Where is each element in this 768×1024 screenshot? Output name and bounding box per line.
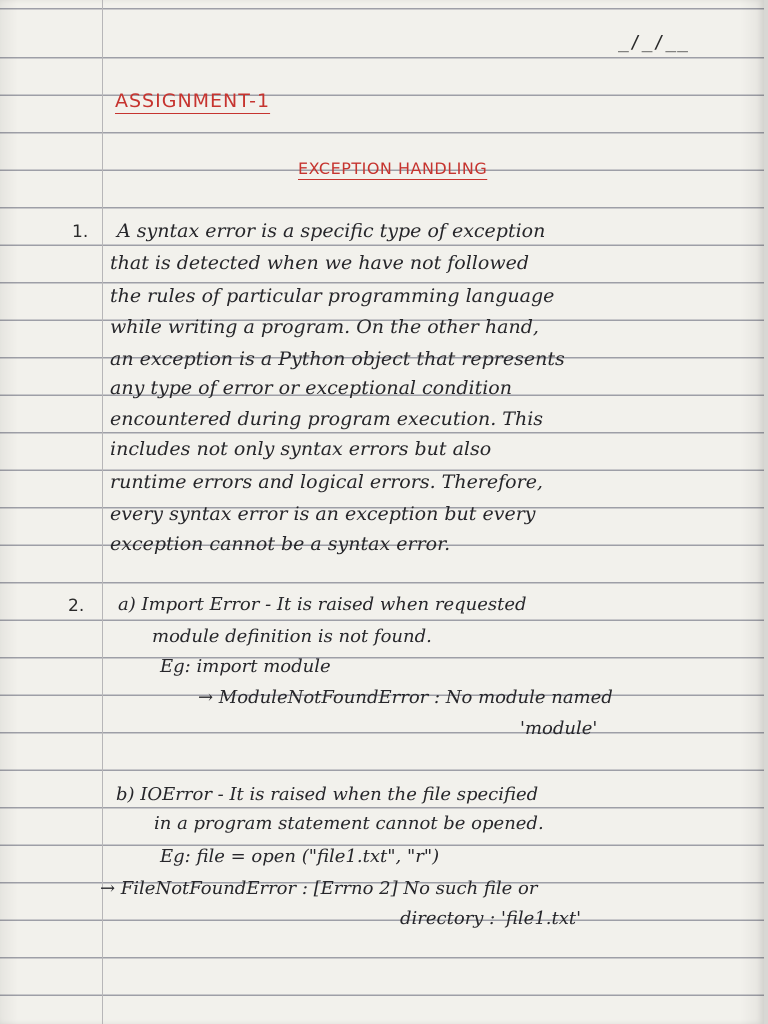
answer-1-number: 1. bbox=[72, 222, 89, 242]
answer-2a-line: a) Import Error - It is raised when requested bbox=[118, 594, 527, 615]
answer-1-line: exception cannot be a syntax error. bbox=[110, 533, 451, 555]
answer-2a-line: module definition is not found. bbox=[152, 626, 432, 647]
answer-2a-line: 'module' bbox=[520, 718, 598, 739]
answer-1-line: any type of error or exceptional condition bbox=[110, 377, 512, 399]
assignment-title: ASSIGNMENT-1 bbox=[115, 90, 271, 112]
answer-2b-line: Eg: file = open ("file1.txt", "r") bbox=[160, 846, 440, 867]
answer-1-line: every syntax error is an exception but every bbox=[110, 503, 536, 525]
answer-2b-line: b) IOError - It is raised when the file specified bbox=[116, 784, 539, 805]
margin-line bbox=[102, 0, 103, 1024]
answer-1-line: A syntax error is a specific type of exception bbox=[117, 220, 546, 242]
answer-1-line: encountered during program execution. This bbox=[110, 408, 544, 430]
answer-2b-line: in a program statement cannot be opened. bbox=[154, 813, 544, 834]
answer-2b-line: → FileNotFoundError : [Errno 2] No such file or bbox=[100, 878, 538, 899]
answer-1-line: runtime errors and logical errors. Therefore, bbox=[110, 471, 543, 493]
answer-2b-line: directory : 'file1.txt' bbox=[400, 908, 582, 929]
answer-1-line: the rules of particular programming language bbox=[110, 285, 555, 307]
answer-2a-line: → ModuleNotFoundError : No module named bbox=[198, 687, 613, 708]
answer-1-line: that is detected when we have not followed bbox=[110, 252, 529, 274]
answer-1-line: while writing a program. On the other hand, bbox=[110, 316, 539, 338]
answer-1-line: an exception is a Python object that represents bbox=[110, 348, 565, 370]
date-placeholder: _/_/__ bbox=[618, 32, 690, 53]
answer-2a-line: Eg: import module bbox=[160, 656, 331, 677]
answer-2-number: 2. bbox=[68, 596, 85, 616]
answer-1-line: includes not only syntax errors but also bbox=[110, 438, 492, 460]
topic-heading: EXCEPTION HANDLING bbox=[298, 159, 488, 178]
